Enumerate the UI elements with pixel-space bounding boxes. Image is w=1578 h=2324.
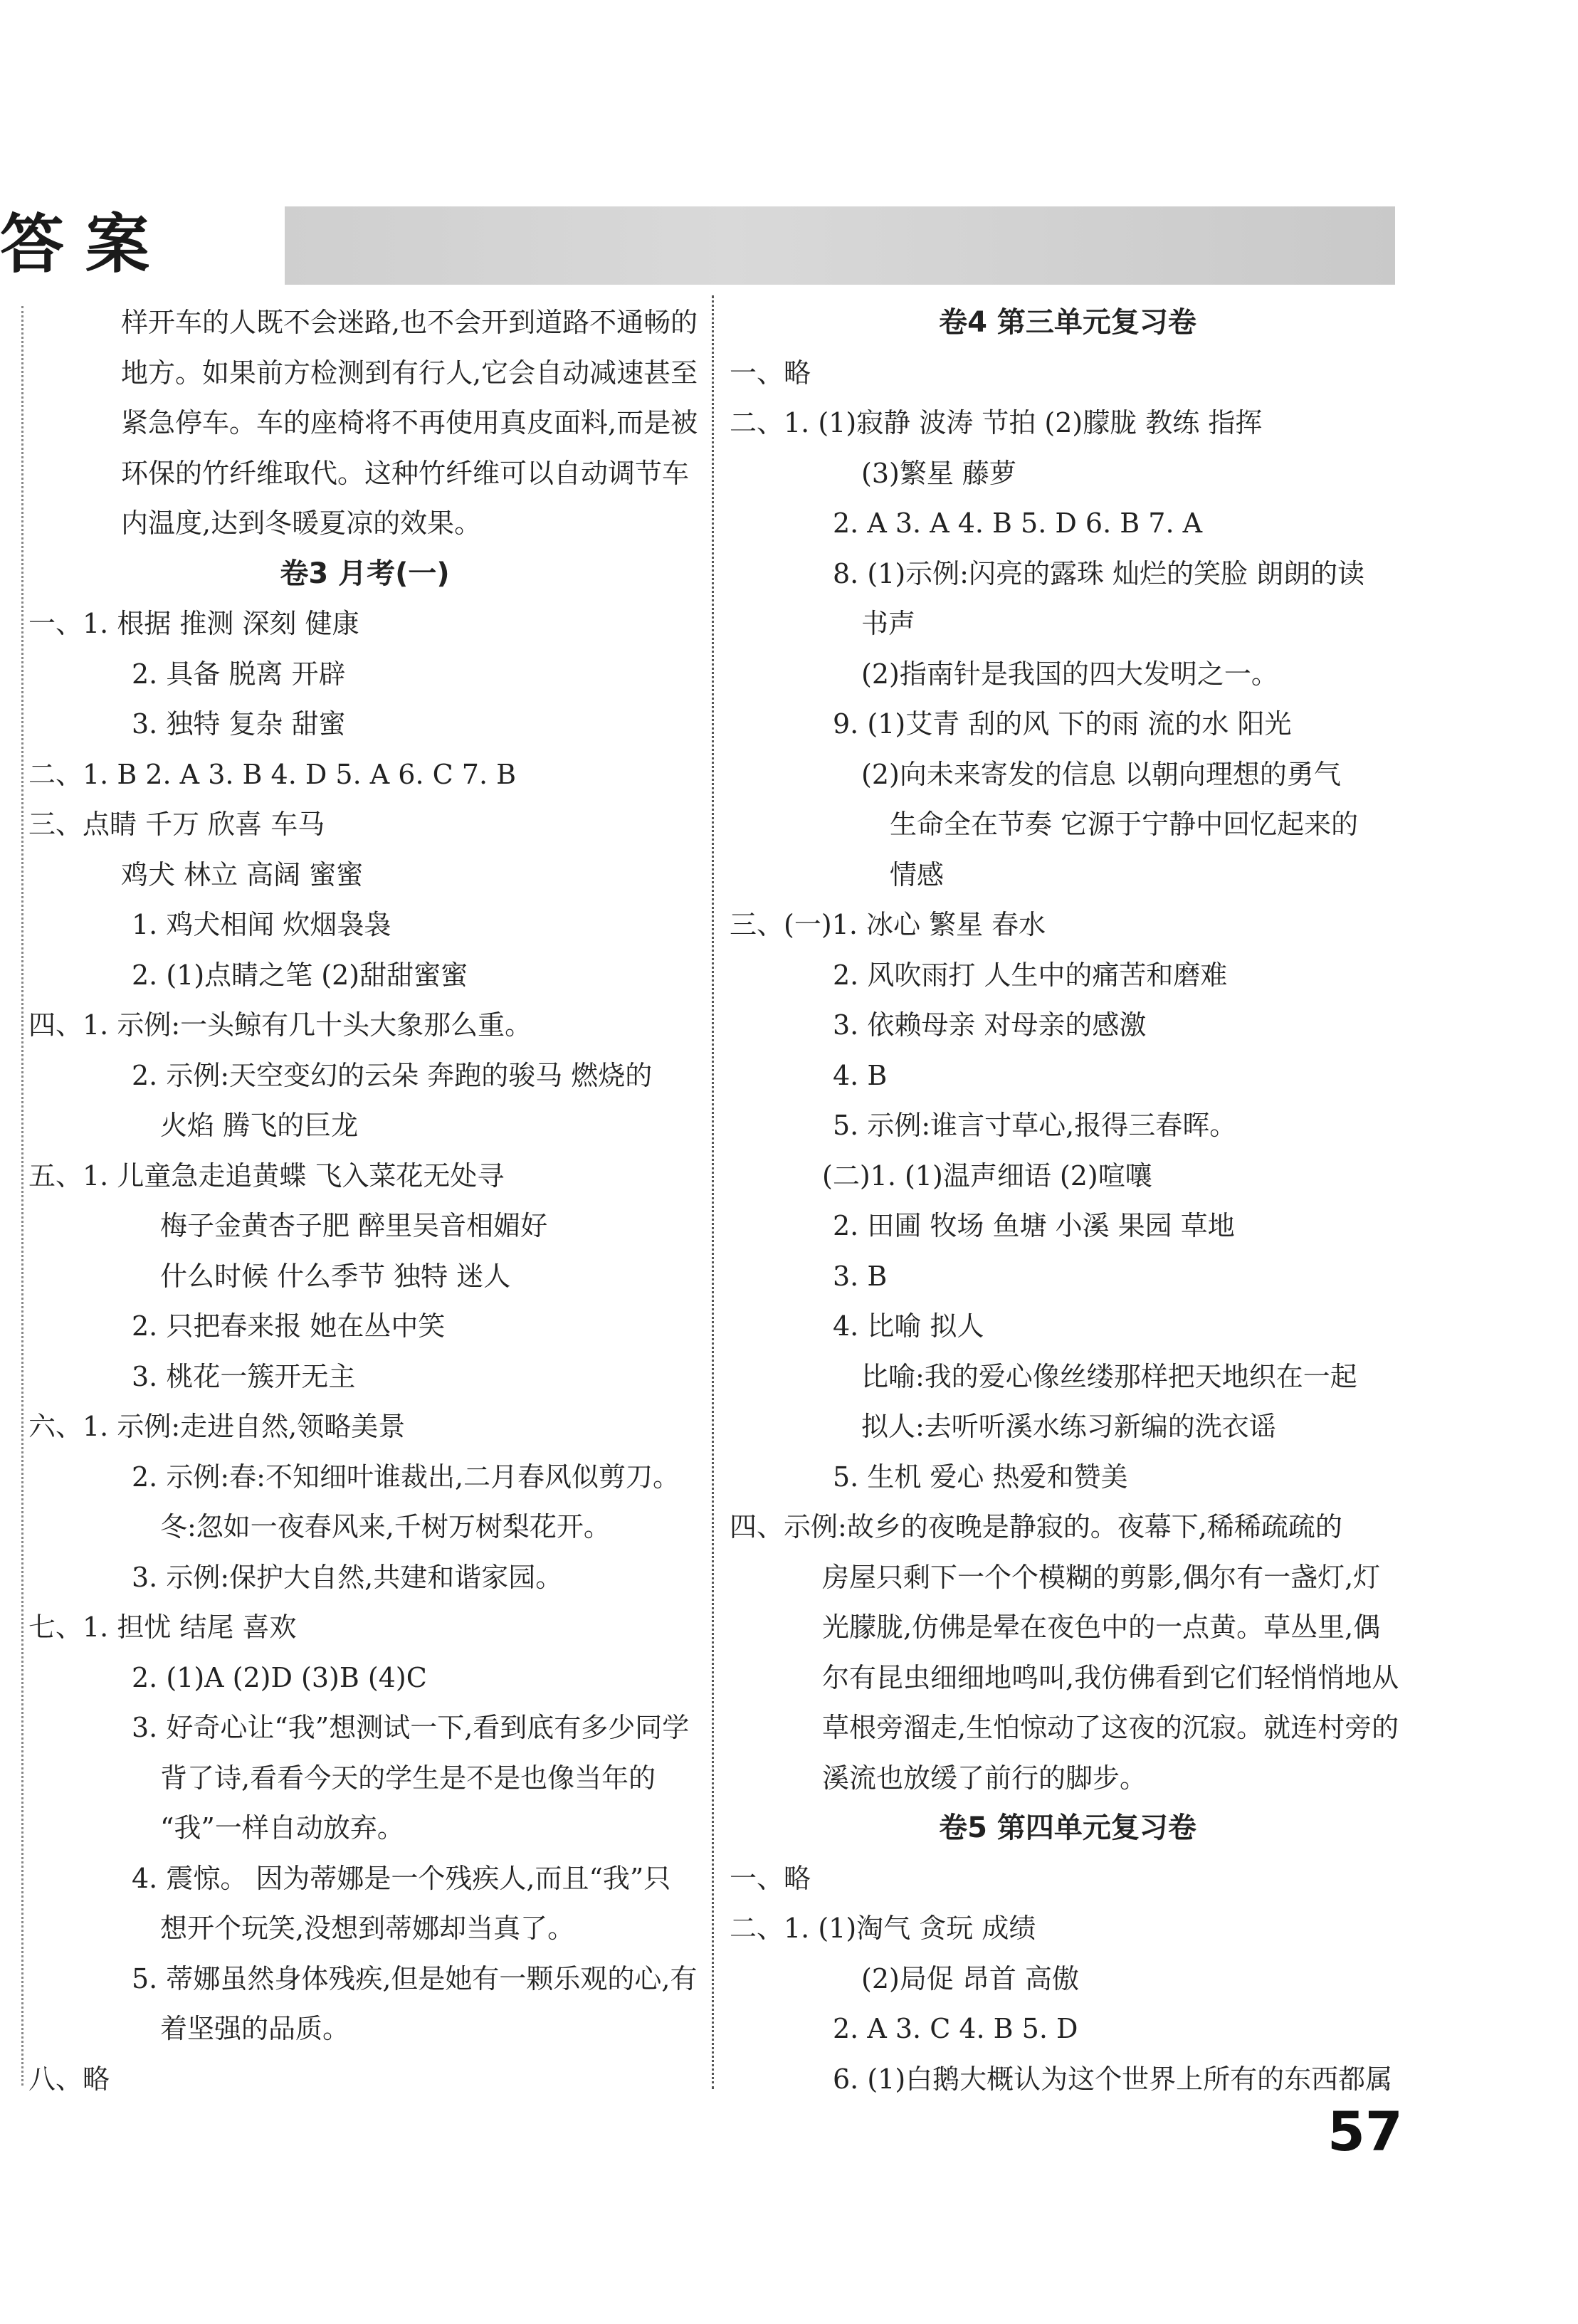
- answer-line: 4. B: [833, 1059, 888, 1091]
- answer-line: 地方。如果前方检测到有行人,它会自动减速甚至: [121, 357, 698, 389]
- answer-line: 什么时候 什么季节 独特 迷人: [160, 1260, 511, 1292]
- answer-line: 2. (1)点睛之笔 (2)甜甜蜜蜜: [132, 959, 468, 991]
- answer-line: 1. 鸡犬相闻 炊烟袅袅: [132, 909, 391, 940]
- answer-line: 4. 震惊。 因为蒂娜是一个残疾人,而且“我”只: [132, 1862, 671, 1894]
- answer-line: 三、点睛 千万 欣喜 车马: [28, 809, 325, 840]
- answer-line: 5. 示例:谁言寸草心,报得三春晖。: [833, 1110, 1237, 1141]
- answer-line: 2. 风吹雨打 人生中的痛苦和磨难: [833, 959, 1228, 991]
- answer-line: 房屋只剩下一个个模糊的剪影,偶尔有一盏灯,灯: [822, 1561, 1381, 1593]
- answer-line: 2. (1)A (2)D (3)B (4)C: [132, 1661, 427, 1693]
- answer-line: 3. 依赖母亲 对母亲的感激: [833, 1009, 1147, 1041]
- answer-line: 溪流也放缓了前行的脚步。: [822, 1762, 1147, 1794]
- answer-line: 3. B: [833, 1260, 888, 1292]
- answer-line: 2. 示例:天空变幻的云朵 奔跑的骏马 燃烧的: [132, 1059, 653, 1091]
- answer-line: 光朦胧,仿佛是晕在夜色中的一点黄。草丛里,偶: [822, 1611, 1381, 1643]
- answer-line: 草根旁溜走,生怕惊动了这夜的沉寂。就连村旁的: [822, 1712, 1399, 1743]
- answer-line: 9. (1)艾青 刮的风 下的雨 流的水 阳光: [833, 708, 1292, 740]
- column-divider: [712, 295, 714, 2089]
- answer-line: 3. 桃花一簇开无主: [132, 1360, 356, 1392]
- answer-line: 五、1. 儿童急走追黄蝶 飞入菜花无处寻: [28, 1160, 505, 1192]
- answer-line: 2. A 3. A 4. B 5. D 6. B 7. A: [833, 508, 1203, 539]
- answer-line: 着坚强的品质。: [160, 2013, 350, 2044]
- answer-line: 3. 独特 复杂 甜蜜: [132, 708, 346, 740]
- answer-line: 4. 比喻 拟人: [833, 1310, 984, 1342]
- section-title: 卷4 第三单元复习卷: [939, 306, 1196, 339]
- answer-line: 八、略: [28, 2063, 110, 2095]
- answer-line: 尔有昆虫细细地鸣叫,我仿佛看到它们轻悄悄地从: [822, 1661, 1399, 1693]
- answer-line: 三、(一)1. 冰心 繁星 春水: [730, 909, 1046, 940]
- answer-line: 火焰 腾飞的巨龙: [160, 1110, 359, 1141]
- answer-line: 3. 好奇心让“我”想测试一下,看到底有多少同学: [132, 1712, 690, 1743]
- answer-line: 紧急停车。车的座椅将不再使用真皮面料,而是被: [121, 407, 698, 438]
- left-column: [28, 298, 701, 2104]
- answer-line: 二、1. (1)寂静 波涛 节拍 (2)朦胧 教练 指挥: [730, 407, 1263, 438]
- answer-line: 8. (1)示例:闪亮的露珠 灿烂的笑脸 朗朗的读: [833, 557, 1365, 589]
- answer-line: 冬:忽如一夜春风来,千树万树梨花开。: [160, 1511, 611, 1542]
- answer-line: 2. 示例:春:不知细叶谁裁出,二月春风似剪刀。: [132, 1461, 680, 1493]
- answer-line: 七、1. 担忧 结尾 喜欢: [28, 1611, 297, 1643]
- right-column: [730, 298, 1406, 2104]
- answer-line: 环保的竹纤维取代。这种竹纤维可以自动调节车: [121, 457, 690, 489]
- answer-line: 梅子金黄杏子肥 醉里吴音相媚好: [160, 1210, 548, 1241]
- answer-line: “我”一样自动放弃。: [160, 1812, 404, 1844]
- answer-line: 内温度,达到冬暖夏凉的效果。: [121, 508, 482, 539]
- section-title: 卷5 第四单元复习卷: [939, 1812, 1196, 1844]
- answer-line: 样开车的人既不会迷路,也不会开到道路不通畅的: [121, 307, 698, 338]
- answer-line: 书声: [861, 608, 916, 639]
- answer-line: 拟人:去听听溪水练习新编的洗衣谣: [861, 1411, 1276, 1442]
- answer-line: 5. 生机 爱心 热爱和赞美: [833, 1461, 1128, 1493]
- answer-line: (二)1. (1)温声细语 (2)喧嚷: [822, 1160, 1152, 1192]
- answer-line: (2)向未来寄发的信息 以朝向理想的勇气: [861, 758, 1341, 790]
- answer-line: 3. 示例:保护大自然,共建和谐家园。: [132, 1561, 563, 1593]
- answer-line: 一、略: [730, 357, 811, 389]
- answer-line: 一、略: [730, 1862, 811, 1894]
- answer-line: 6. (1)白鹅大概认为这个世界上所有的东西都属: [833, 2063, 1393, 2095]
- page-title: 答案: [0, 207, 171, 282]
- answer-line: 5. 蒂娜虽然身体残疾,但是她有一颗乐观的心,有: [132, 1962, 698, 1994]
- section-title: 卷3 月考(一): [280, 557, 450, 590]
- answer-line: 一、1. 根据 推测 深刻 健康: [28, 608, 359, 639]
- answer-line: 2. 具备 脱离 开辟: [132, 658, 346, 690]
- answer-line: 2. A 3. C 4. B 5. D: [833, 2013, 1078, 2044]
- answer-line: 比喻:我的爱心像丝缕那样把天地织在一起: [861, 1360, 1357, 1392]
- answer-line: (2)局促 昂首 高傲: [861, 1962, 1079, 1994]
- answer-line: 2. 只把春来报 她在丛中笑: [132, 1310, 446, 1342]
- answer-line: 鸡犬 林立 高阔 蜜蜜: [121, 858, 364, 890]
- answer-line: (2)指南针是我国的四大发明之一。: [861, 658, 1278, 690]
- answer-line: 想开个玩笑,没想到蒂娜却当真了。: [160, 1913, 575, 1944]
- answer-line: 生命全在节奏 它源于宁静中回忆起来的: [890, 809, 1359, 840]
- answer-line: 二、1. (1)淘气 贪玩 成绩: [730, 1913, 1036, 1944]
- answer-line: 四、示例:故乡的夜晚是静寂的。夜幕下,稀稀疏疏的: [730, 1511, 1342, 1542]
- answer-line: 六、1. 示例:走进自然,领略美景: [28, 1411, 406, 1442]
- page-number: 57: [1327, 2100, 1403, 2163]
- answer-line: 四、1. 示例:一头鲸有几十头大象那么重。: [28, 1009, 532, 1041]
- left-margin-rule: [21, 306, 23, 2086]
- header-band: [285, 206, 1395, 285]
- answer-line: 背了诗,看看今天的学生是不是也像当年的: [160, 1762, 656, 1794]
- answer-line: (3)繁星 藤萝: [861, 457, 1016, 489]
- answer-line: 2. 田圃 牧场 鱼塘 小溪 果园 草地: [833, 1210, 1235, 1241]
- answer-line: 二、1. B 2. A 3. B 4. D 5. A 6. C 7. B: [28, 758, 517, 790]
- answer-line: 情感: [890, 858, 945, 890]
